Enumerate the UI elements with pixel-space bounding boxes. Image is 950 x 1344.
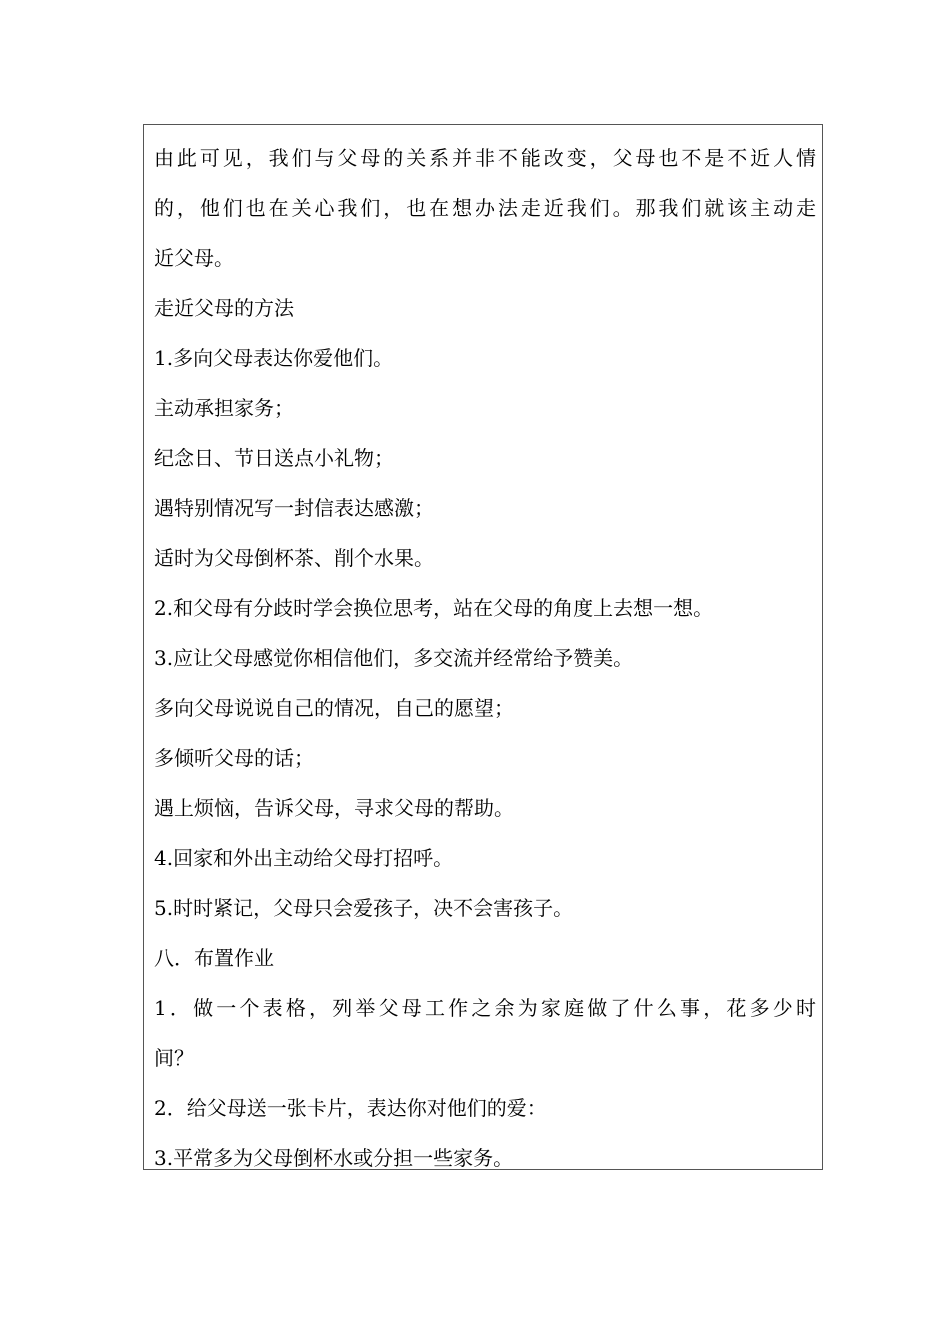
paragraph-line: 近父母。 — [154, 246, 234, 270]
paragraph-line: 由此可见，我们与父母的关系并非不能改变，父母也不是不近人情 — [154, 146, 816, 170]
lesson-text — [154, 133, 816, 1183]
list-item: 5.时时紧记，父母只会爱孩子，决不会害孩子。 — [154, 896, 574, 920]
paragraph-line: 的，他们也在关心我们，也在想办法走近我们。那我们就该主动走 — [154, 196, 816, 220]
section-heading: 走近父母的方法 — [154, 296, 294, 320]
homework-item: 1．做一个表格，列举父母工作之余为家庭做了什么事，花多少时 — [154, 996, 816, 1020]
homework-item-continued: 间？ — [154, 1046, 194, 1070]
list-subitem: 多向父母说说自己的情况，自己的愿望； — [154, 696, 514, 720]
section-heading: 八．布置作业 — [154, 946, 274, 970]
list-subitem: 遇特别情况写一封信表达感激； — [154, 496, 434, 520]
list-item: 2.和父母有分歧时学会换位思考，站在父母的角度上去想一想。 — [154, 596, 714, 620]
list-item: 1.多向父母表达你爱他们。 — [154, 346, 394, 370]
list-item: 3.应让父母感觉你相信他们，多交流并经常给予赞美。 — [154, 646, 634, 670]
list-subitem: 多倾听父母的话； — [154, 746, 314, 770]
homework-item: 3.平常多为父母倒杯水或分担一些家务。 — [154, 1146, 514, 1170]
list-subitem: 纪念日、节日送点小礼物； — [154, 446, 394, 470]
content-table-cell — [143, 124, 823, 1170]
list-item: 4.回家和外出主动给父母打招呼。 — [154, 846, 454, 870]
list-subitem: 主动承担家务； — [154, 396, 294, 420]
list-subitem: 适时为父母倒杯茶、削个水果。 — [154, 546, 434, 570]
list-subitem: 遇上烦恼，告诉父母，寻求父母的帮助。 — [154, 796, 514, 820]
homework-item: 2．给父母送一张卡片，表达你对他们的爱： — [154, 1096, 547, 1120]
